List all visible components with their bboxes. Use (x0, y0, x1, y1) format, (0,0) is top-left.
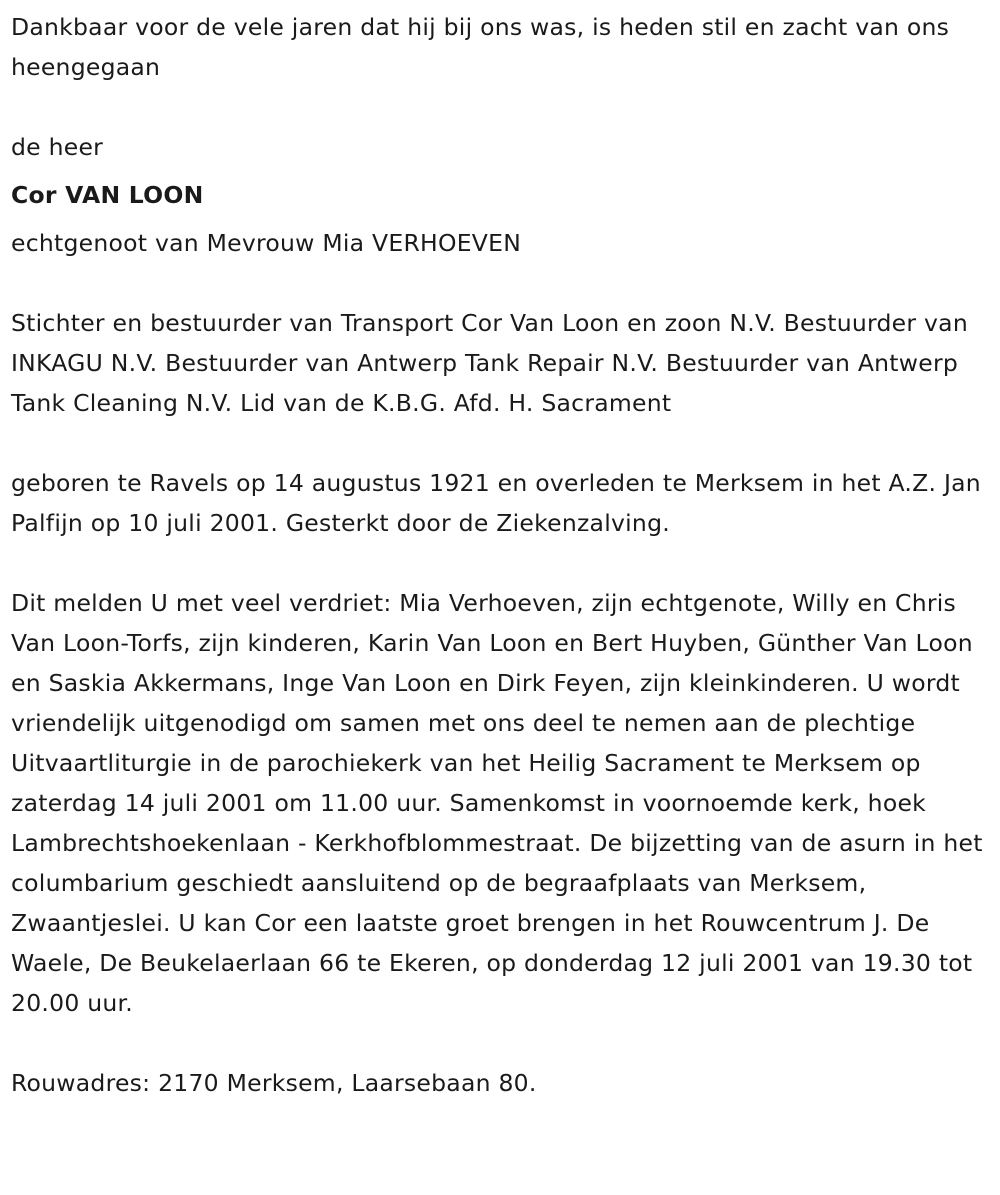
paragraph-spacer (11, 263, 989, 303)
paragraph-spacer (11, 423, 989, 463)
spouse-line: echtgenoot van Mevrouw Mia VERHOEVEN (11, 229, 522, 257)
paragraph-spacer (11, 87, 989, 127)
mourning-address: Rouwadres: 2170 Merksem, Laarsebaan 80. (11, 1069, 537, 1097)
obituary-notice (11, 7, 989, 1103)
intro-text: Dankbaar voor de vele jaren dat hij bij ons was, is heden stil en zacht van ons heengegaan (11, 13, 950, 81)
salutation: de heer (11, 133, 104, 161)
birth-death-paragraph: geboren te Ravels op 14 augustus 1921 en overleden te Merksem in het A.Z. Jan Palfijn op 10 juli 2001. Gesterkt door de Ziekenzalving. (11, 469, 981, 537)
deceased-name: Cor VAN LOON (11, 181, 204, 209)
functions-paragraph: Stichter en bestuurder van Transport Cor Van Loon en zoon N.V. Bestuurder van INKAGU N.V. Bestuurder van Antwerp Tank Repair N.V. Bestuurder van Antwerp Tank Cleaning N.V. Lid van de K.B.G. Afd. H. Sacrament (11, 309, 968, 417)
paragraph-spacer (11, 1023, 989, 1063)
announcement-paragraph: Dit melden U met veel verdriet: Mia Verhoeven, zijn echtgenote, Willy en Chris Van Loon-Torfs, zijn kinderen, Karin Van Loon en Bert Huyben, Günther Van Loon en Saskia Akkermans, Inge Van Loon en Dirk Feyen, zijn kleinkinderen. U wordt vriendelijk uitgenodigd om samen met ons deel te nemen aan de plechtige Uitvaartliturgie in de parochiekerk van het Heilig Sacrament te Merksem op zaterdag 14 juli 2001 om 11.00 uur. Samenkomst in voornoemde kerk, hoek Lambrechtshoekenlaan - Kerkhofblommestraat. De bijzetting van de asurn in het columbarium geschiedt aansluitend op de begraafplaats van Merksem, Zwaantjeslei. U kan Cor een laatste groet brengen in het Rouwcentrum J. De Waele, De Beukelaerlaan 66 te Ekeren, op donderdag 12 juli 2001 van 19.30 tot 20.00 uur. (11, 589, 983, 1017)
paragraph-spacer (11, 543, 989, 583)
